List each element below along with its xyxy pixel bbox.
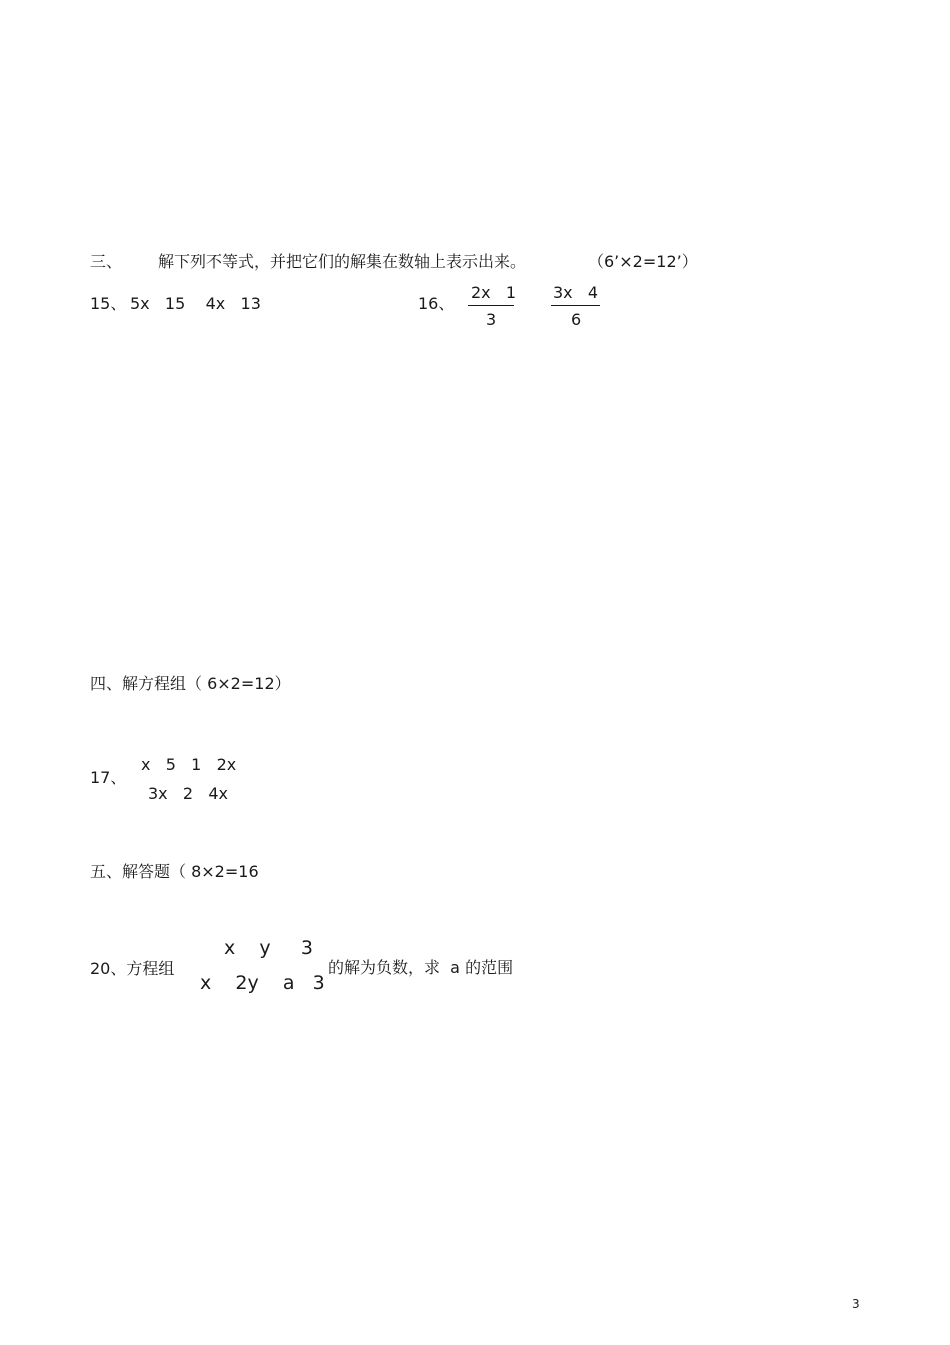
system-line-1: x y 3 bbox=[224, 937, 313, 959]
fraction-1-denominator: 3 bbox=[486, 310, 497, 329]
section4-title: 四、解方程组（ 6×2=12） bbox=[90, 674, 291, 693]
equation-line-2: 3x 2 4x bbox=[148, 784, 228, 803]
section3-label: 三、 bbox=[90, 252, 123, 271]
section3-instruction: 解下列不等式，并把它们的解集在数轴上表示出来。 bbox=[158, 252, 527, 271]
fraction-1-bar bbox=[468, 305, 514, 306]
question-number: 17、 bbox=[90, 768, 127, 787]
question-suffix: 的解为负数，求 a 的范围 bbox=[328, 958, 514, 977]
fraction-1-numerator: 2x 1 bbox=[471, 283, 517, 302]
page-number: 3 bbox=[852, 1297, 860, 1311]
section3-points: （6’×2=12’） bbox=[588, 252, 698, 271]
question-number: 16、 bbox=[418, 294, 455, 313]
equation-line-1: x 5 1 2x bbox=[141, 755, 237, 774]
fraction-2-denominator: 6 bbox=[571, 310, 582, 329]
fraction-2-numerator: 3x 4 bbox=[553, 283, 599, 302]
fraction-2-bar bbox=[551, 305, 600, 306]
section5-title: 五、解答题（ 8×2=16 bbox=[90, 862, 259, 881]
question-number: 15、 bbox=[90, 294, 127, 313]
question-label: 20、方程组 bbox=[90, 959, 175, 978]
inequality-expression: 5x 15 4x 13 bbox=[130, 294, 261, 313]
system-line-2: x 2y a 3 bbox=[200, 972, 325, 994]
